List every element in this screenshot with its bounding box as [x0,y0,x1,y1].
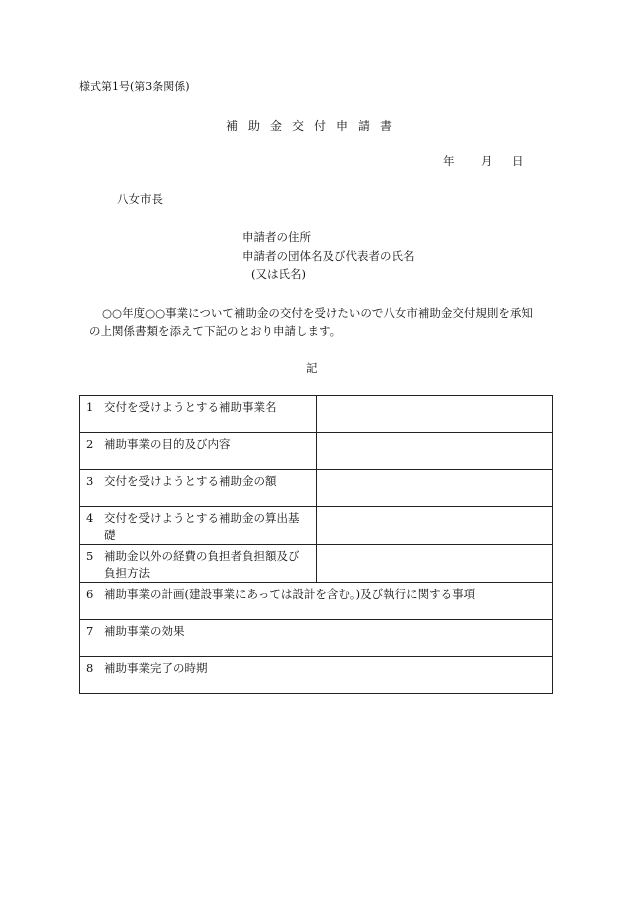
table-row [80,433,553,470]
item-number: 6 [86,587,94,601]
item-label: 補助事業完了の時期 [104,661,208,675]
table-row [80,507,553,545]
body-text-line-1: ○○年度○○事業について補助金の交付を受けたいので八女市補助金交付規則を承知 [102,306,533,320]
date-month-label: 月 [481,154,493,168]
item-value-cell[interactable] [317,396,553,433]
item-label-cell [80,470,317,507]
item-number: 2 [86,437,94,451]
item-label: 補助事業の目的及び内容 [104,437,231,451]
item-value-cell[interactable] [317,507,553,545]
table-row [80,470,553,507]
body-text-line-2: の上関係書類を添えて下記のとおり申請します。 [89,324,342,338]
item-label-continued: 礎 [104,528,116,542]
applicant-address-label: 申請者の住所 [242,230,311,244]
recipient: 八女市長 [117,192,163,206]
item-label-cell [80,507,317,545]
item-number: 8 [86,661,94,675]
item-label: 交付を受けようとする補助金の算出基 [104,511,300,525]
ki-heading: 記 [306,361,318,375]
date-year-label: 年 [443,154,455,168]
applicant-name-label: (又は氏名) [251,267,306,281]
table-row [80,545,553,583]
item-label-cell [80,545,317,583]
date-day-label: 日 [512,154,524,168]
item-label: 交付を受けようとする補助金の額 [104,474,277,488]
item-label: 交付を受けようとする補助事業名 [104,400,277,414]
item-value-cell[interactable] [317,470,553,507]
item-number: 3 [86,474,94,488]
item-number: 1 [86,400,94,414]
item-value-cell[interactable] [317,433,553,470]
table-row [80,620,553,657]
items-table [79,395,553,694]
item-label-continued: 負担方法 [104,566,150,580]
item-number: 7 [86,624,94,638]
item-full-cell[interactable] [80,583,553,620]
item-label: 補助金以外の経費の負担者負担額及び [104,549,300,563]
item-number: 5 [86,549,94,563]
table-row [80,396,553,433]
table-row [80,583,553,620]
item-label-cell [80,433,317,470]
table-row [80,657,553,694]
item-label-cell [80,396,317,433]
form-number: 様式第1号(第3条関係) [79,80,190,93]
item-number: 4 [86,511,94,525]
item-full-cell[interactable] [80,657,553,694]
item-full-cell[interactable] [80,620,553,657]
document-title: 補助金交付申請書 [226,119,403,133]
applicant-org-label: 申請者の団体名及び代表者の氏名 [242,249,415,263]
item-label: 補助事業の計画(建設事業にあっては設計を含む。)及び執行に関する事項 [104,587,476,601]
item-value-cell[interactable] [317,545,553,583]
item-label: 補助事業の効果 [104,624,185,638]
